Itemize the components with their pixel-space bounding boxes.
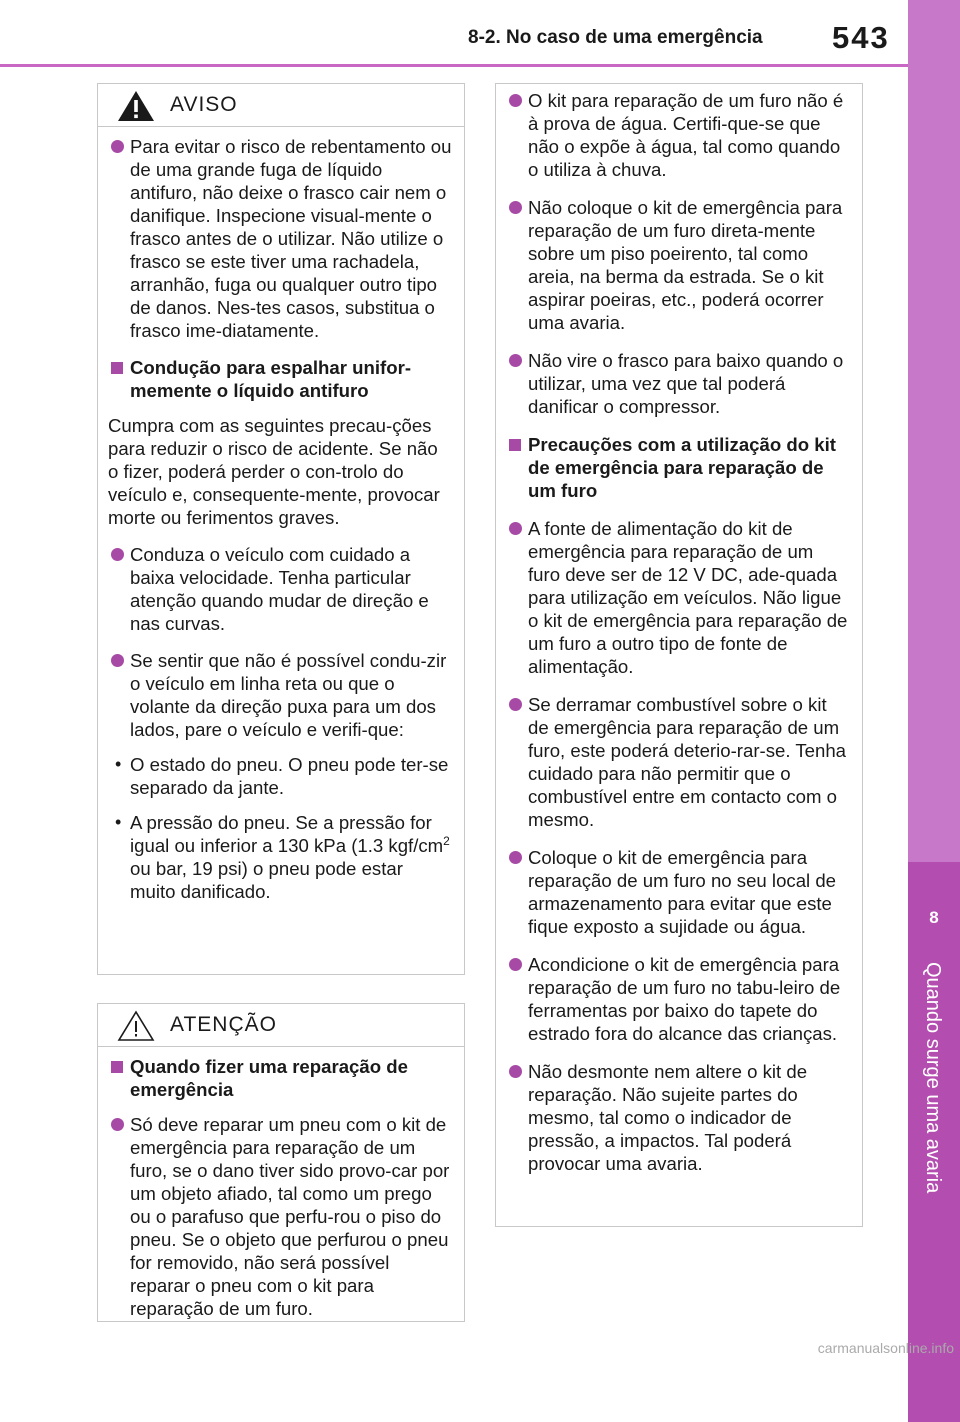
sub-list-item: • A pressão do pneu. Se a pressão for igual ou inferior a 130 kPa (1.3 kgf/$cm^2$ ou bar, 19 psi) o pneu pode estar muito danificado. bbox=[115, 812, 450, 902]
bullet-dot-icon bbox=[111, 654, 124, 667]
list-item: Para evitar o risco de rebentamento ou de uma grande fuga de líquido antifuro, não deixe o frasco cair nem o danifique. Inspecione visual-mente o frasco antes de o utilizar. Não utilize o frasco se este tiver uma rachadela, arranhão, fuga ou qualquer outro tipo de danos. Nes-tes casos, substitua o frasco ime-diatamente. bbox=[108, 135, 452, 342]
chapter-number: 8 bbox=[929, 908, 939, 927]
list-item: Não vire o frasco para baixo quando o utilizar, uma vez que tal poderá danificar o compressor. bbox=[506, 349, 850, 418]
bullet-dot-icon bbox=[509, 94, 522, 107]
bullet-dot-icon bbox=[111, 1118, 124, 1131]
list-item: Se sentir que não é possível condu-zir o veículo em linha reta ou que o volante da direção puxa para um dos lados, pare o veículo e verifi-que: bbox=[108, 649, 452, 741]
chapter-title: Quando surge uma avaria bbox=[922, 962, 944, 1194]
caution-icon bbox=[116, 1009, 156, 1043]
aviso-title: AVISO bbox=[170, 93, 238, 116]
bullet-dot-icon bbox=[509, 958, 522, 971]
bullet-dot-icon bbox=[509, 851, 522, 864]
aviso-header bbox=[98, 84, 464, 127]
bullet-dot-icon bbox=[509, 698, 522, 711]
watermark: carmanualsonline.info bbox=[817, 1340, 954, 1356]
right-column-box bbox=[495, 83, 863, 1227]
bullet-dot-icon bbox=[111, 548, 124, 561]
section-heading: Precauções com a utilização do kit de emergência para reparação de um furo bbox=[506, 433, 850, 502]
bullet-dot-icon bbox=[509, 1065, 522, 1078]
list-item: Acondicione o kit de emergência para reparação de um furo no tabu-leiro de ferramentas por baixo do tapete do estrado fora do alcance das crianças. bbox=[506, 953, 850, 1045]
header-divider bbox=[0, 64, 908, 67]
bullet-dot-icon bbox=[111, 140, 124, 153]
section-heading: Condução para espalhar unifor-memente o líquido antifuro bbox=[108, 356, 452, 402]
aviso-box bbox=[97, 83, 465, 975]
list-item: O kit para reparação de um furo não é à prova de água. Certifi-que-se que não o expõe à água, tal como quando o utiliza à chuva. bbox=[506, 89, 850, 181]
page-number: 543 bbox=[832, 20, 890, 55]
bullet-dot-icon bbox=[509, 354, 522, 367]
list-item: Se derramar combustível sobre o kit de emergência para reparação de um furo, este poderá deterio-rar-se. Tenha cuidado para não permitir que o combustível entre em contacto com o mesmo. bbox=[506, 693, 850, 831]
list-item: Não coloque o kit de emergência para reparação de um furo direta-mente sobre um piso poeirento, tal como areia, na berma da estrada. Se o kit aspirar poeiras, etc., poderá ocorrer uma avaria. bbox=[506, 196, 850, 334]
bullet-dot-icon bbox=[509, 201, 522, 214]
list-item: Não desmonte nem altere o kit de reparação. Não sujeite partes do mesmo, tal como o indicador de pressão, a impactos. Tal poderá provocar uma avaria. bbox=[506, 1060, 850, 1175]
atencao-header bbox=[98, 1004, 464, 1047]
atencao-box bbox=[97, 1003, 465, 1322]
list-item: Coloque o kit de emergência para reparação de um furo no seu local de armazenamento para evitar que este fique exposto a sujidade ou água. bbox=[506, 846, 850, 938]
bullet-square-icon bbox=[509, 439, 521, 451]
sub-list-item: • O estado do pneu. O pneu pode ter-se separado da jante. bbox=[115, 754, 449, 798]
list-item: Conduza o veículo com cuidado a baixa velocidade. Tenha particular atenção quando mudar de direção e nas curvas. bbox=[108, 543, 452, 635]
warning-icon bbox=[116, 89, 156, 123]
list-item: A fonte de alimentação do kit de emergência para reparação de um furo deve ser de 12 V DC, ade-quada para utilização em veículos. Não ligue o kit de emergência para reparação de um furo a outro tipo de fonte de alimentação. bbox=[506, 517, 850, 678]
bullet-square-icon bbox=[111, 1061, 123, 1073]
bullet-square-icon bbox=[111, 362, 123, 374]
chapter-tab[interactable] bbox=[908, 862, 960, 1422]
list-item: Só deve reparar um pneu com o kit de emergência para reparação de um furo, se o dano tiver sido provo-car por um objeto afiado, tal como um prego ou o parafuso que perfu-rou o piso do pneu. Se o objeto que perfurou o pneu for removido, não será possível reparar o pneu com o kit para reparação de um furo. bbox=[108, 1113, 452, 1320]
bullet-dot-icon bbox=[509, 522, 522, 535]
atencao-title: ATENÇÃO bbox=[170, 1013, 277, 1036]
section-heading: Quando fizer uma reparação de emergência bbox=[108, 1055, 452, 1101]
section-title: 8-2. No caso de uma emergência bbox=[468, 27, 763, 48]
paragraph: Cumpra com as seguintes precau-ções para reduzir o risco de acidente. Se não o fizer, poderá perder o con-trolo do veículo e, consequente-mente, provocar morte ou ferimentos graves. bbox=[108, 415, 440, 528]
